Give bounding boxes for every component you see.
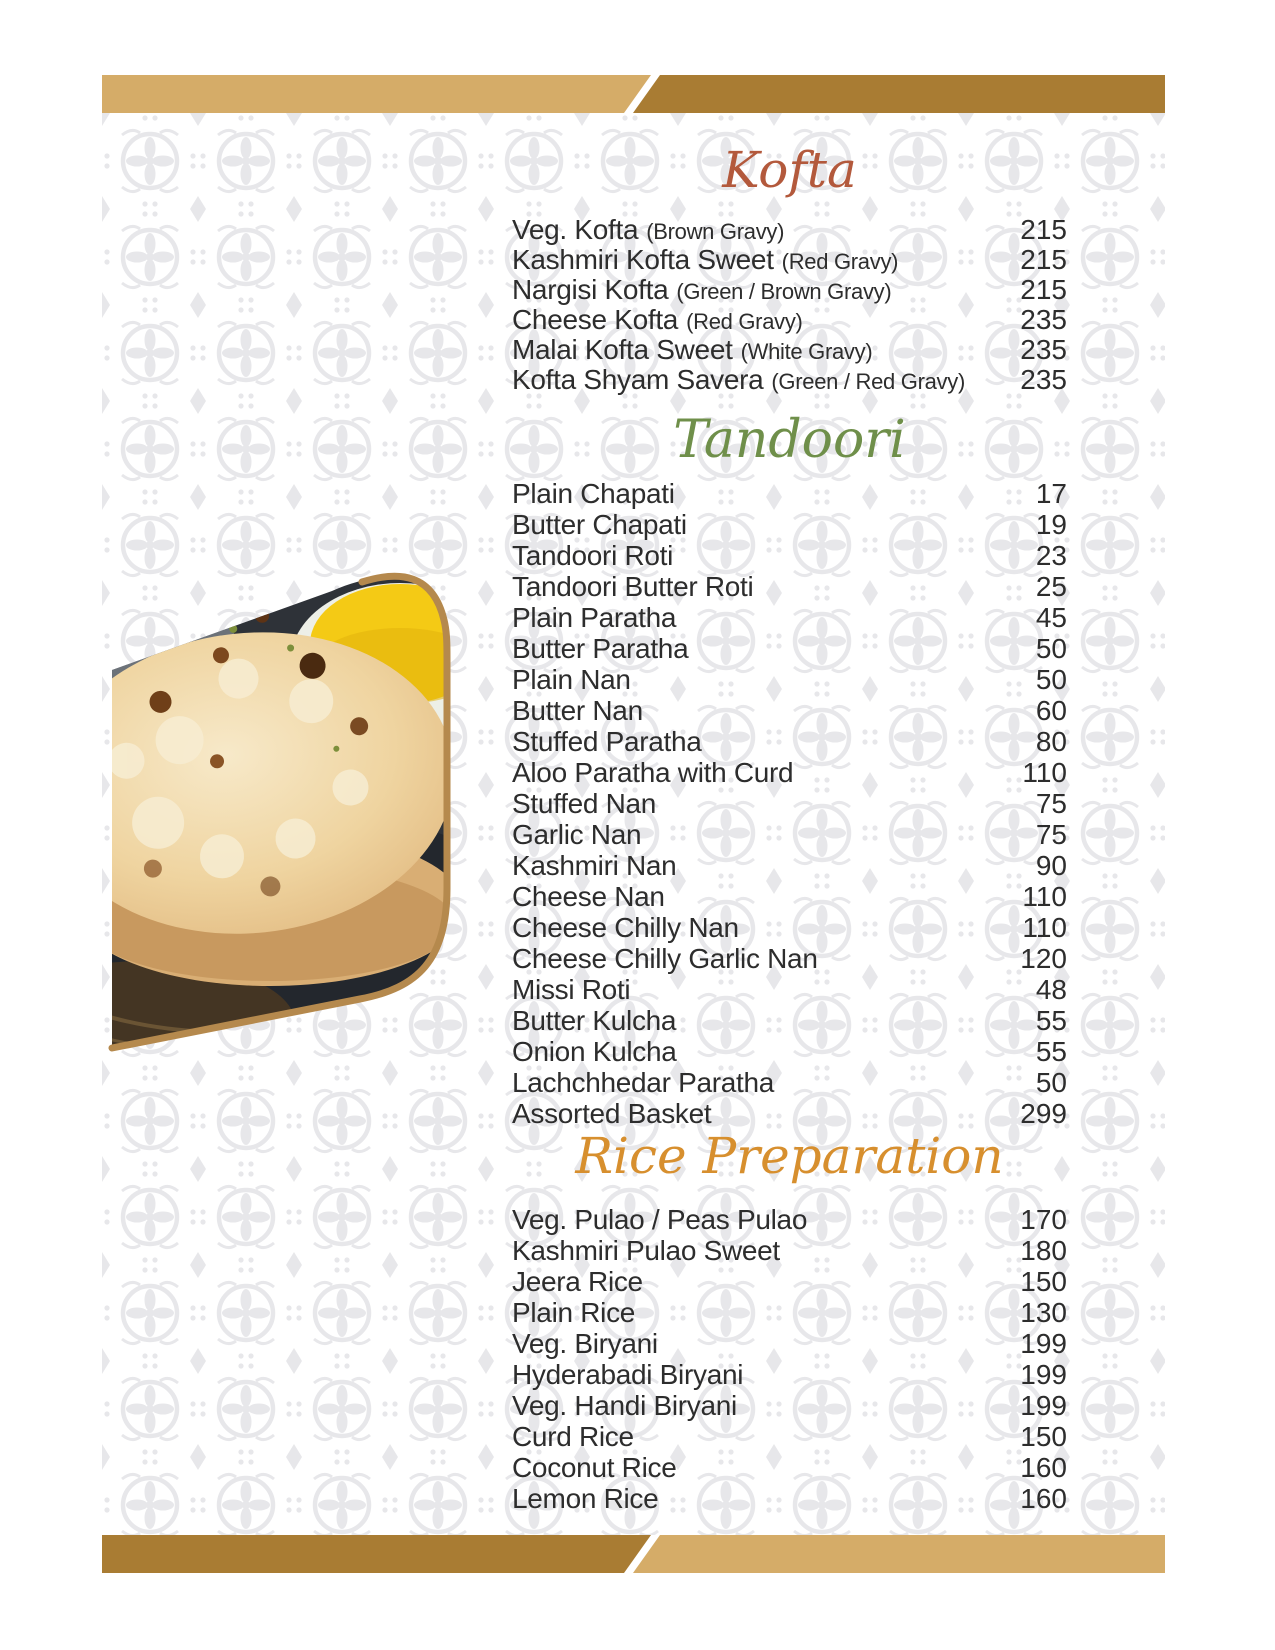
item-price: 235 (1020, 334, 1067, 365)
menu-item-row (512, 1235, 1067, 1266)
item-price: 90 (1035, 850, 1067, 881)
menu-item-row (512, 335, 1067, 365)
menu-item-row (512, 850, 1067, 881)
item-name: Veg. Biryani (512, 1328, 658, 1359)
item-price: 75 (1035, 819, 1067, 850)
menu-item-row (512, 571, 1067, 602)
item-price: 150 (1020, 1266, 1067, 1297)
menu-item-row (512, 695, 1067, 726)
item-name: Veg. Pulao / Peas Pulao (512, 1204, 808, 1235)
item-name: Coconut Rice (512, 1452, 677, 1483)
item-price: 199 (1020, 1328, 1067, 1359)
item-price: 215 (1020, 274, 1067, 305)
menu-item-row (512, 912, 1067, 943)
item-name: Lachchhedar Paratha (512, 1067, 775, 1098)
item-price: 150 (1020, 1421, 1067, 1452)
item-price: 48 (1035, 974, 1067, 1005)
item-price: 17 (1035, 478, 1067, 509)
item-price: 170 (1020, 1204, 1067, 1235)
menu-item-row (512, 509, 1067, 540)
item-price: 199 (1020, 1359, 1067, 1390)
tandoori-item-list (512, 478, 1067, 1129)
item-price: 50 (1035, 633, 1067, 664)
menu-item-row (512, 1036, 1067, 1067)
item-name: Nargisi Kofta (Green / Brown Gravy) (512, 274, 892, 305)
item-price: 25 (1035, 571, 1067, 602)
menu-item-row (512, 819, 1067, 850)
item-price: 215 (1020, 244, 1067, 275)
item-price: 160 (1020, 1483, 1067, 1514)
menu-item-row (512, 215, 1067, 245)
menu-item-row (512, 602, 1067, 633)
item-name: Hyderabadi Biryani (512, 1359, 744, 1390)
item-name: Cheese Chilly Nan (512, 912, 739, 943)
rice-section-heading: Rice Preparation (575, 1127, 1004, 1185)
item-price: 45 (1035, 602, 1067, 633)
kofta-item-list (512, 215, 1067, 395)
item-name: Onion Kulcha (512, 1036, 677, 1067)
item-name: Curd Rice (512, 1421, 634, 1452)
item-note: (Red Gravy) (686, 309, 803, 334)
food-photo (100, 558, 460, 1058)
menu-item-row (512, 540, 1067, 571)
item-note: (White Gravy) (740, 339, 873, 364)
item-name: Butter Kulcha (512, 1005, 677, 1036)
menu-item-row (512, 633, 1067, 664)
menu-item-row (512, 245, 1067, 275)
item-name: Veg. Handi Biryani (512, 1390, 737, 1421)
item-name: Plain Paratha (512, 602, 677, 633)
item-price: 120 (1020, 943, 1067, 974)
menu-item-row (512, 1421, 1067, 1452)
menu-item-row (512, 1359, 1067, 1390)
tandoori-roti-photo (100, 558, 460, 1058)
menu-item-row (512, 726, 1067, 757)
item-name: Jeera Rice (512, 1266, 643, 1297)
item-name: Cheese Nan (512, 881, 665, 912)
menu-item-row (512, 365, 1067, 395)
menu-item-row (512, 1483, 1067, 1514)
item-name: Kashmiri Pulao Sweet (512, 1235, 780, 1266)
item-name: Cheese Chilly Garlic Nan (512, 943, 818, 974)
item-name: Lemon Rice (512, 1483, 659, 1514)
item-note: (Green / Red Gravy) (771, 369, 965, 394)
item-name: Kofta Shyam Savera (Green / Red Gravy) (512, 364, 965, 395)
item-name: Plain Nan (512, 664, 631, 695)
menu-item-row (512, 1452, 1067, 1483)
item-price: 199 (1020, 1390, 1067, 1421)
menu-item-row (512, 1067, 1067, 1098)
item-name: Stuffed Nan (512, 788, 657, 819)
item-name: Malai Kofta Sweet (White Gravy) (512, 334, 873, 365)
menu-item-row (512, 943, 1067, 974)
menu-item-row (512, 1390, 1067, 1421)
item-note: (Green / Brown Gravy) (676, 279, 892, 304)
top-decor-bar (102, 75, 1165, 113)
item-price: 110 (1022, 757, 1067, 788)
item-name: Kashmiri Nan (512, 850, 677, 881)
item-name: Kashmiri Kofta Sweet (Red Gravy) (512, 244, 899, 275)
menu-item-row (512, 664, 1067, 695)
item-name: Tandoori Roti (512, 540, 674, 571)
item-price: 55 (1035, 1005, 1067, 1036)
item-price: 215 (1020, 214, 1067, 245)
item-price: 23 (1035, 540, 1067, 571)
item-note: (Brown Gravy) (646, 219, 785, 244)
item-price: 180 (1020, 1235, 1067, 1266)
item-price: 235 (1020, 304, 1067, 335)
item-name: Butter Nan (512, 695, 643, 726)
menu-item-row (512, 974, 1067, 1005)
menu-item-row (512, 1005, 1067, 1036)
item-price: 110 (1022, 912, 1067, 943)
item-note: (Red Gravy) (781, 249, 899, 274)
rice-item-list (512, 1204, 1067, 1514)
item-price: 299 (1020, 1098, 1067, 1129)
item-name: Tandoori Butter Roti (512, 571, 754, 602)
item-price: 50 (1035, 664, 1067, 695)
menu-item-row (512, 478, 1067, 509)
item-price: 130 (1020, 1297, 1067, 1328)
bottom-decor-bar (102, 1535, 1165, 1573)
item-price: 160 (1020, 1452, 1067, 1483)
menu-item-row (512, 881, 1067, 912)
item-name: Butter Chapati (512, 509, 687, 540)
kofta-section-heading: Kofta (722, 141, 857, 199)
item-name: Stuffed Paratha (512, 726, 702, 757)
item-name: Cheese Kofta (Red Gravy) (512, 304, 803, 335)
item-price: 110 (1022, 881, 1067, 912)
menu-item-row (512, 1204, 1067, 1235)
item-name: Plain Rice (512, 1297, 636, 1328)
item-name: Assorted Basket (512, 1098, 712, 1129)
item-price: 235 (1020, 364, 1067, 395)
item-price: 60 (1035, 695, 1067, 726)
menu-item-row (512, 1266, 1067, 1297)
menu-item-row (512, 1297, 1067, 1328)
item-name: Butter Paratha (512, 633, 689, 664)
item-price: 55 (1035, 1036, 1067, 1067)
item-price: 80 (1035, 726, 1067, 757)
tandoori-section-heading: Tandoori (673, 410, 906, 470)
item-name: Missi Roti (512, 974, 631, 1005)
item-price: 50 (1035, 1067, 1067, 1098)
menu-item-row (512, 1328, 1067, 1359)
menu-item-row (512, 788, 1067, 819)
item-name: Veg. Kofta (Brown Gravy) (512, 214, 785, 245)
item-price: 19 (1035, 509, 1067, 540)
menu-item-row (512, 305, 1067, 335)
item-name: Plain Chapati (512, 478, 675, 509)
menu-item-row (512, 1098, 1067, 1129)
item-price: 75 (1035, 788, 1067, 819)
menu-item-row (512, 757, 1067, 788)
menu-item-row (512, 275, 1067, 305)
item-name: Garlic Nan (512, 819, 642, 850)
item-name: Aloo Paratha with Curd (512, 757, 794, 788)
